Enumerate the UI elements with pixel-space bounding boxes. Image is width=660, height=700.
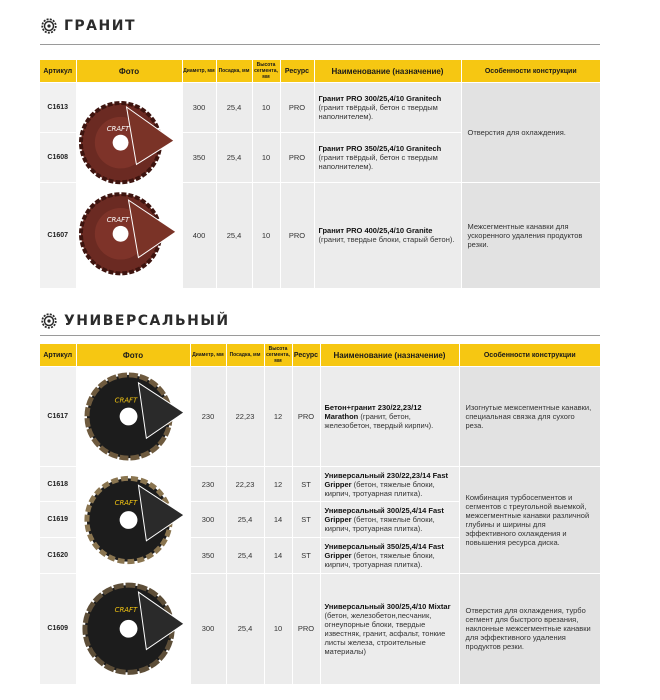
name-rest: (гранит твёрдый, бетон с твердым наполнителем). [318, 103, 438, 121]
col-header-article: Артикул [40, 344, 76, 367]
section-title: ГРАНИТ [64, 18, 136, 34]
gear-icon [40, 17, 58, 35]
features-cell: Изогнутые межсегментные канавки, специальная связка для сухого реза. [459, 367, 600, 467]
name-rest: (бетон, тяжелые блоки, кирпич, тротуарная плитка). [324, 515, 435, 533]
gear-icon [40, 312, 58, 330]
bore-cell: 25,4 [216, 83, 252, 133]
product-photo-granite [76, 83, 182, 288]
section-divider [40, 44, 600, 45]
diameter-cell: 350 [190, 538, 226, 574]
col-header-features: Особенности конструкции [459, 344, 600, 367]
segment-cell: 10 [252, 83, 280, 133]
table-row [40, 367, 600, 467]
segment-cell: 10 [264, 574, 292, 684]
name-rest: (бетон, тяжелые блоки, кирпич, тротуарная плитка). [324, 479, 435, 498]
col-header-features: Особенности конструкции [461, 60, 600, 83]
name-rest: (гранит, бетон, железобетон, твердый кирпич). [324, 412, 434, 430]
product-table-granite [40, 60, 600, 288]
bore-cell: 25,4 [226, 502, 264, 538]
name-bold: Гранит PRO 350/25,4/10 Granitech [318, 144, 442, 153]
bore-cell: 25,4 [216, 133, 252, 183]
col-header-resource: Ресурс [292, 344, 320, 367]
diameter-cell: 300 [190, 574, 226, 684]
svg-text:CRAFT: CRAFT [114, 605, 137, 614]
features-cell: Межсегментные канавки для ускоренного удаления продуктов резки. [461, 183, 600, 288]
name-bold: Универсальный 300/25,4/14 Fast Gripper [324, 506, 444, 524]
table-header-row [40, 344, 600, 367]
section-header-universal [40, 312, 230, 330]
table-row [40, 574, 600, 684]
col-header-diameter: Диаметр, мм [190, 344, 226, 367]
diameter-cell: 300 [190, 502, 226, 538]
granite-disc-image-top [80, 103, 173, 182]
col-header-photo: Фото [76, 344, 190, 367]
svg-text:CRAFT: CRAFT [106, 124, 129, 133]
section-divider [40, 335, 600, 336]
article-cell: С1620 [40, 538, 76, 574]
article-cell: С1609 [40, 574, 76, 684]
article-cell: С1613 [40, 83, 76, 133]
svg-text:CRAFT: CRAFT [114, 396, 137, 405]
resource-cell: PRO [280, 183, 314, 288]
resource-cell: ST [292, 467, 320, 502]
name-cell [320, 538, 459, 574]
granite-disc-image-bottom [80, 194, 175, 273]
col-header-photo: Фото [76, 60, 182, 83]
col-header-name: Наименование (назначение) [320, 344, 459, 367]
section-header-granite [40, 17, 136, 35]
bore-cell: 22,23 [226, 467, 264, 502]
product-photo-fast-gripper [76, 467, 190, 574]
article-cell: С1619 [40, 502, 76, 538]
col-header-resource: Ресурс [280, 60, 314, 83]
diameter-cell: 230 [190, 467, 226, 502]
name-cell [320, 574, 459, 684]
bore-cell: 25,4 [226, 538, 264, 574]
svg-text:CRAFT: CRAFT [106, 215, 129, 224]
col-header-article: Артикул [40, 60, 76, 83]
name-cell [314, 133, 461, 183]
name-bold: Гранит PRO 400/25,4/10 Granite [318, 226, 433, 236]
name-cell [320, 467, 459, 502]
name-bold: Гранит PRO 300/25,4/10 Granitech [318, 94, 442, 103]
segment-cell: 10 [252, 133, 280, 183]
table-row [40, 83, 600, 133]
diameter-cell: 400 [182, 183, 216, 288]
name-bold: Универсальный 230/22,23/14 Fast Gripper [324, 470, 449, 489]
bore-cell: 22,23 [226, 367, 264, 467]
table-row [40, 467, 600, 502]
segment-cell: 12 [264, 367, 292, 467]
product-photo-mixtar [76, 574, 190, 684]
resource-cell: ST [292, 502, 320, 538]
section-title: УНИВЕРСАЛЬНЫЙ [64, 313, 230, 329]
product-photo-marathon [76, 367, 190, 467]
name-cell [320, 367, 459, 467]
article-cell: С1617 [40, 367, 76, 467]
col-header-diameter: Диаметр, мм [182, 60, 216, 83]
bore-cell: 25,4 [226, 574, 264, 684]
resource-cell: PRO [292, 367, 320, 467]
col-header-bore: Посадка, мм [216, 60, 252, 83]
resource-cell: ST [292, 538, 320, 574]
svg-text:CRAFT: CRAFT [114, 499, 137, 508]
diameter-cell: 230 [190, 367, 226, 467]
universal-disc-image-3 [84, 585, 183, 672]
features-cell: Комбинация турбосегментов и сегментов с треугольной выемкой, межсегментные канавки различной глубины и ширины для эффективного охлаждения и повышения ресурса диска. [459, 467, 600, 574]
product-table-universal [40, 344, 600, 684]
col-header-segment: Высота сегмента, мм [252, 60, 280, 83]
segment-cell: 14 [264, 538, 292, 574]
segment-cell: 14 [264, 502, 292, 538]
diameter-cell: 350 [182, 133, 216, 183]
segment-cell: 10 [252, 183, 280, 288]
name-rest: (гранит, твердые блоки, старый бетон). [318, 235, 455, 245]
name-cell [320, 502, 459, 538]
article-cell: С1618 [40, 467, 76, 502]
resource-cell: PRO [280, 133, 314, 183]
col-header-name: Наименование (назначение) [314, 60, 461, 83]
name-cell [314, 83, 461, 133]
name-rest: (бетон, тяжелые блоки, кирпич, тротуарная плитка). [324, 551, 435, 569]
name-cell [314, 183, 461, 288]
resource-cell: PRO [280, 83, 314, 133]
name-bold: Универсальный 350/25,4/14 Fast Gripper [324, 542, 444, 560]
name-bold: Бетон+гранит 230/22,23/12 Marathon [324, 403, 422, 421]
name-rest: (бетон, железобетон,песчаник, огнеупорные блоки, твердые известняк, гранит, асфальт, тонкие листы железа, строительные материалы) [324, 610, 446, 656]
universal-disc-image-2 [86, 478, 183, 561]
table-header-row [40, 60, 600, 83]
article-cell: С1607 [40, 183, 76, 288]
bore-cell: 25,4 [216, 183, 252, 288]
diameter-cell: 300 [182, 83, 216, 133]
col-header-segment: Высота сегмента, мм [264, 344, 292, 367]
name-rest: (гранит твёрдый, бетон с твердым наполнителем). [318, 153, 438, 171]
universal-disc-image-1 [86, 375, 183, 458]
article-cell: С1608 [40, 133, 76, 183]
name-bold: Универсальный 300/25,4/10 Mixtar [324, 601, 451, 611]
segment-cell: 12 [264, 467, 292, 502]
features-cell: Отверстия для охлаждения. [461, 83, 600, 183]
features-cell: Отверстия для охлаждения, турбо сегмент для быстрого врезания, наклонные межсегментные канавки для эффективного удаления продуктов резки. [459, 574, 600, 684]
col-header-bore: Посадка, мм [226, 344, 264, 367]
resource-cell: PRO [292, 574, 320, 684]
